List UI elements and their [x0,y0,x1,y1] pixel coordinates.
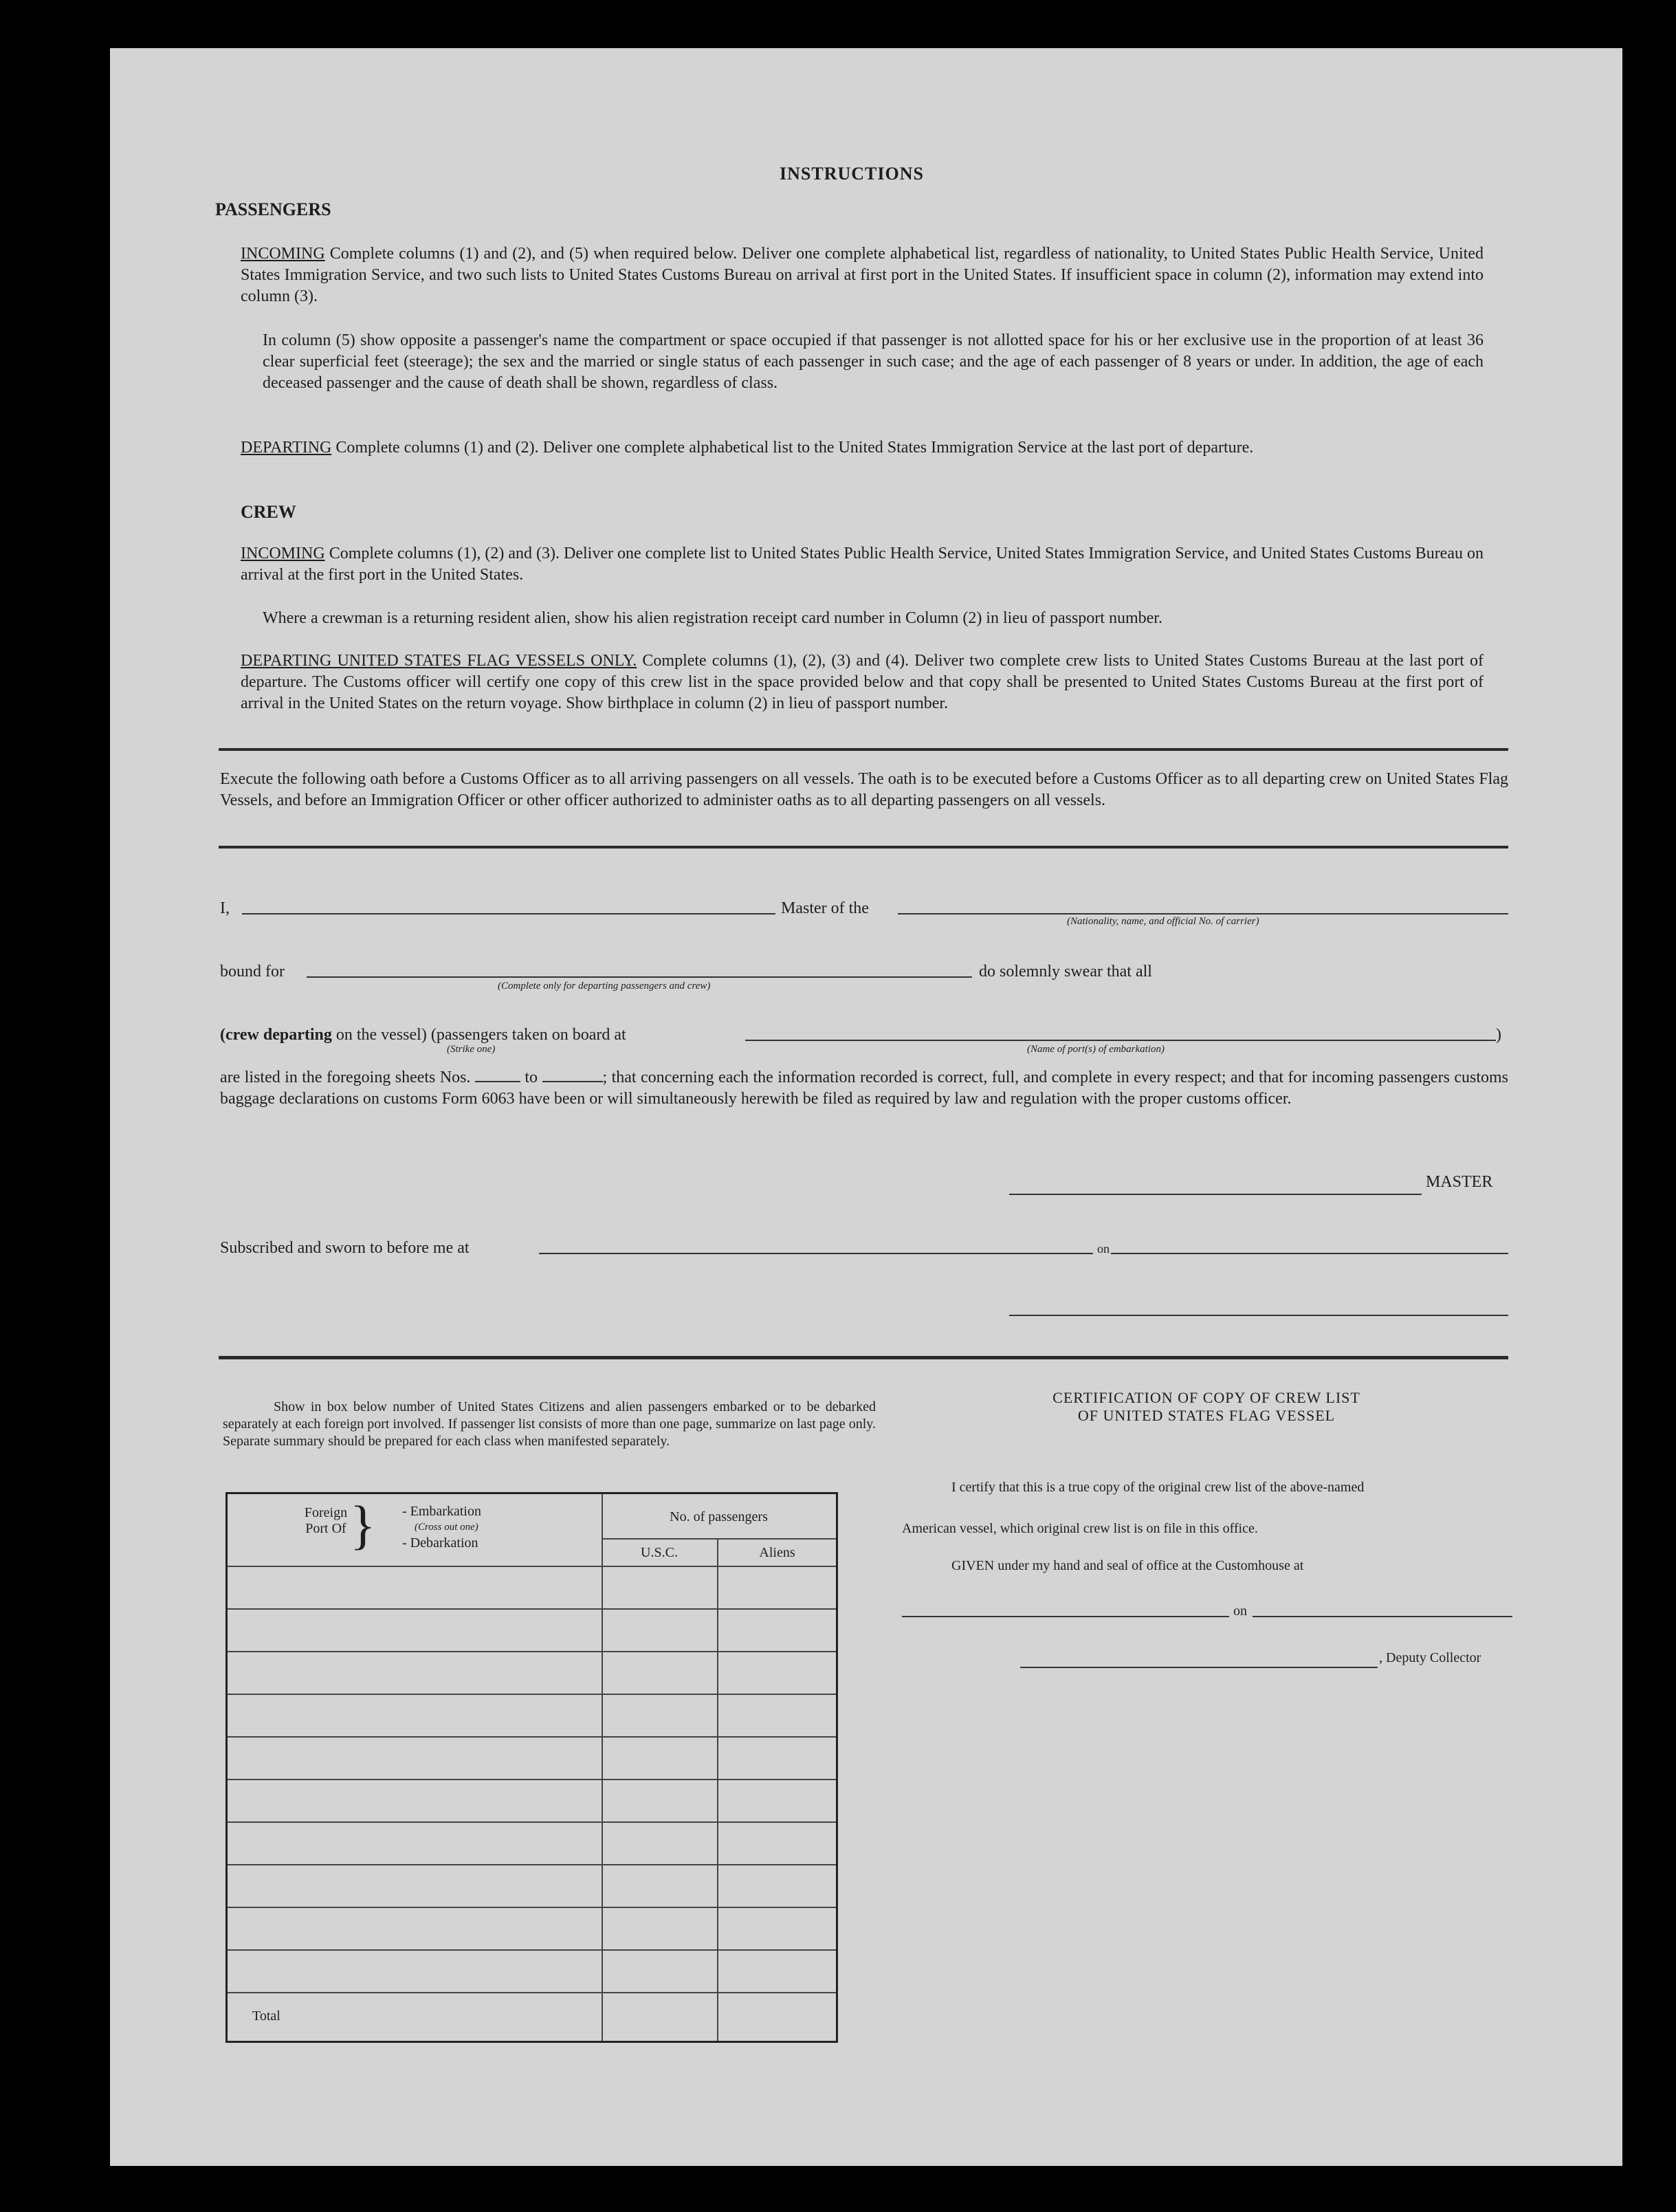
divider [219,748,1508,751]
passengers-heading: PASSENGERS [215,199,331,219]
incoming-label: INCOMING [241,245,325,263]
master-signature-field[interactable] [1009,1194,1422,1195]
departing-label: DEPARTING [241,439,332,457]
master-label: MASTER [1426,1173,1493,1191]
deputy-signature-field[interactable] [1020,1667,1378,1668]
aliens-header: Aliens [759,1545,795,1560]
table-row [228,1566,836,1567]
name-of-ports-note: (Name of port(s) of embarkation) [1027,1044,1165,1055]
passengers-incoming-paragraph [241,243,1484,307]
certify-line-1: I certify that this is a true copy of the original crew list of the above-named [951,1480,1365,1495]
table-row [228,1992,836,1993]
table-row [228,1821,836,1823]
officer-signature-field[interactable] [1009,1315,1508,1316]
foreign-port-of-label: Foreign Port Of [304,1505,348,1536]
certification-on-label: on [1233,1603,1247,1619]
close-paren: ) [1496,1026,1501,1044]
crew-incoming-text: Complete columns (1), (2) and (3). Deliver one complete list to United States Public Health Service, United States Immigration Service, and United States Customs Bureau on arrival at the first port in the United States. [241,545,1484,584]
on-the-vessel-text: on the vessel) [335,1026,427,1044]
complete-only-note: (Complete only for departing passengers and crew) [498,981,711,992]
table-row [228,1949,836,1951]
i-label: I, [220,899,230,917]
no-of-passengers-header: No. of passengers [670,1509,768,1524]
listed-text-2: ; that concerning each the information recorded is correct, full, and complete in every respect; and that for incoming passengers customs baggage declarations on customs Form 6063 have been or will simultaneously herewith be filed as required by law and regulation with the proper customs officer. [220,1069,1509,1108]
crew-departing-text: (crew departing [220,1026,332,1044]
swear-text: do solemnly swear that all [979,963,1152,981]
flag-vessels-paragraph [241,650,1484,714]
header-divider [602,1538,836,1540]
sheet-to-field[interactable] [542,1067,603,1082]
strike-one-note: (Strike one) [447,1044,496,1055]
crew-incoming-paragraph [241,543,1484,586]
divider [219,846,1508,848]
crewman-paragraph: Where a crewman is a returning resident alien, show his alien registration receipt card number in Column (2) in lieu of passport number. [263,609,1162,627]
table-row [228,1694,836,1695]
oath-intro: Execute the following oath before a Customs Officer as to all arriving passengers on all vessels. The oath is to be executed before a Customs Officer as to all departing crew on United States Flag Vessels, and before an Immigration Officer or other officer authorized to administer oaths as to all departing passengers on all vessels. [220,770,1508,809]
column-divider [717,1538,718,2041]
certification-date-field[interactable] [1253,1616,1512,1617]
column-divider [602,1494,603,2041]
bound-for-label: bound for [220,963,285,981]
subscribed-label: Subscribed and sworn to before me at [220,1239,470,1257]
crew-heading: CREW [241,502,296,522]
departing-text: Complete columns (1) and (2). Deliver one complete alphabetical list to the United States Immigration Service at the last port of departure. [335,439,1254,457]
instructions-title: INSTRUCTIONS [780,164,924,184]
flag-vessels-label: DEPARTING UNITED STATES FLAG VESSELS ONLY. [241,652,637,670]
listed-text-1: are listed in the foregoing sheets Nos. [220,1069,471,1086]
sworn-date-field[interactable] [1111,1253,1508,1254]
certify-line-2: American vessel, which original crew list is on file in this office. [902,1521,1258,1536]
crew-passengers-line [220,1025,626,1046]
carrier-field[interactable] [898,913,1508,915]
cross-out-note: (Cross out one) [415,1522,478,1533]
divider [219,1356,1508,1359]
given-text: GIVEN under my hand and seal of office at the Customhouse at [951,1558,1304,1573]
deputy-collector-label: , Deputy Collector [1379,1650,1481,1665]
total-label: Total [252,2008,280,2024]
table-row [228,1779,836,1780]
summary-instructions: Show in box below number of United States Citizens and alien passengers embarked or to be debarked separately at each foreign port involved. If passenger list consists of more than one page, summarize on last page only. Separate summary should be prepared for each class when manifested separately. [223,1399,876,1449]
table-row [228,1608,836,1610]
on-label: on [1097,1242,1110,1256]
to-label: to [525,1069,538,1086]
debarkation-label: - Debarkation [402,1535,478,1551]
sheets-paragraph [220,1067,1508,1110]
master-name-field[interactable] [242,913,775,915]
passengers-taken-text: (passengers taken on board at [430,1026,626,1044]
customhouse-field[interactable] [902,1616,1229,1617]
certification-heading-line-1: CERTIFICATION OF COPY OF CREW LIST [1052,1389,1360,1406]
crew-incoming-label: INCOMING [241,545,325,562]
passengers-departing-paragraph [241,437,1484,459]
brace-icon: } [350,1495,376,1555]
flag-vessels-text: Complete columns (1), (2), (3) and (4). Deliver two complete crew lists to United States Customs Bureau at the last port of departure. The Customs officer will certify one copy of this crew list in the space provided below and that copy shall be presented to United States Customs Bureau at the first port of arrival in the United States on the return voyage. Show birthplace in column (2) in lieu of passport number. [241,652,1484,712]
usc-header: U.S.C. [641,1545,678,1560]
certification-heading-line-2: OF UNITED STATES FLAG VESSEL [1077,1407,1336,1424]
destination-field[interactable] [307,976,972,978]
table-row [228,1651,836,1652]
table-row [228,1736,836,1738]
embarkation-ports-field[interactable] [745,1040,1496,1041]
master-of-the-label: Master of the [781,899,869,917]
nationality-note: (Nationality, name, and official No. of carrier) [1067,916,1259,927]
table-row [228,1907,836,1908]
column5-paragraph: In column (5) show opposite a passenger's name the compartment or space occupied if that passenger is not allotted space for his or her exclusive use in the proportion of at least 36 clear superficial feet (steerage); the sex and the married or single status of each passenger in such case; and the age of each passenger of 8 years or under. In addition, the age of each deceased passenger and the cause of death shall be shown, regardless of class. [263,331,1484,392]
sworn-place-field[interactable] [539,1253,1093,1254]
sheet-from-field[interactable] [475,1067,520,1082]
certification-heading [921,1389,1492,1425]
table-row [228,1864,836,1865]
embarkation-label: - Embarkation [402,1504,481,1519]
passenger-summary-table [225,1492,838,2043]
incoming-text: Complete columns (1) and (2), and (5) when required below. Deliver one complete alphabetical list, regardless of nationality, to United States Public Health Service, United States Immigration Service, and two such lists to United States Customs Bureau on arrival at first port in the United States. If insufficient space in column (2), information may extend into column (3). [241,245,1484,305]
